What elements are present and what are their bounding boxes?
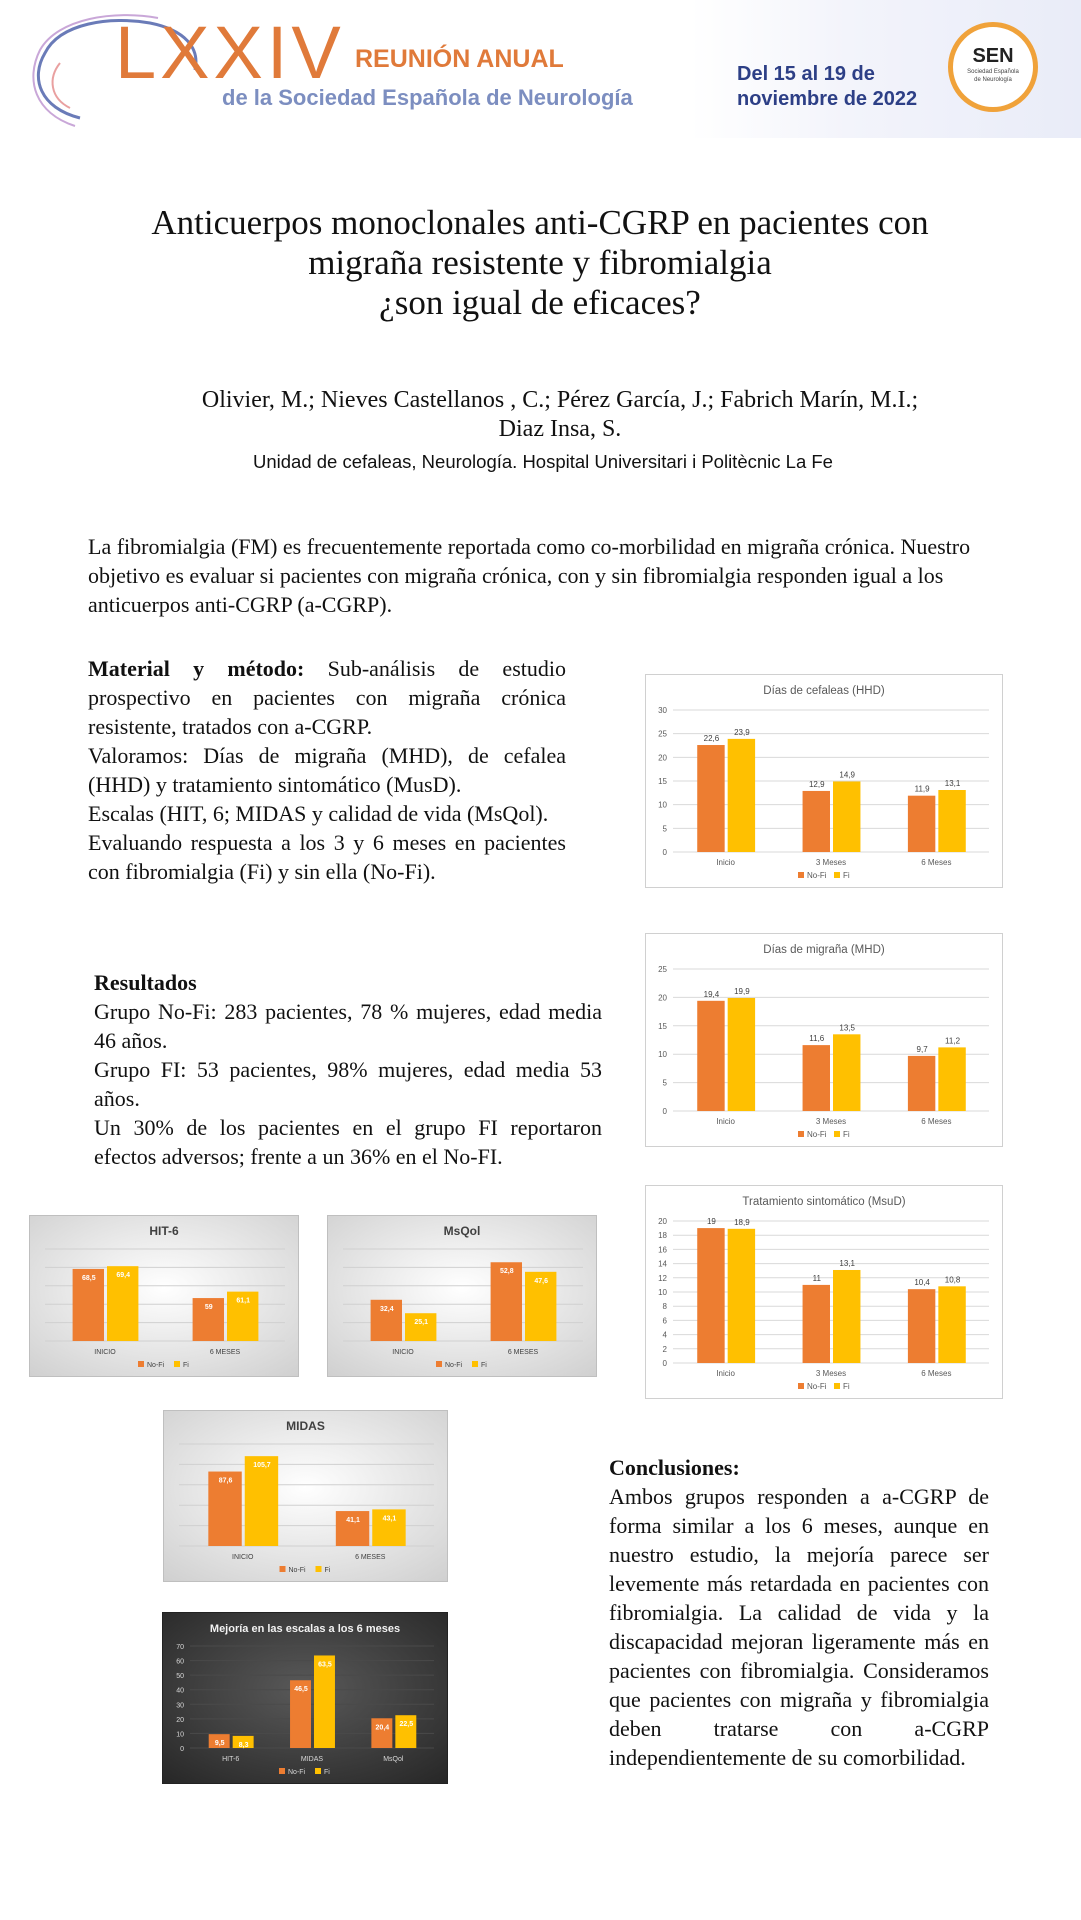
conference-banner <box>0 0 1081 138</box>
event-dates <box>737 62 917 112</box>
bar-fi-3 <box>938 1286 965 1363</box>
chart-mejoria <box>162 1612 448 1784</box>
data-label: 32,4 <box>379 1305 394 1313</box>
y-tick-label: 70 <box>176 1644 184 1651</box>
results-paragraph-1: Grupo No-Fi: 283 pacientes, 78 % mujeres, edad media 46 años. <box>94 999 602 1053</box>
y-tick-label: 14 <box>658 1259 667 1269</box>
data-label: 20,4 <box>375 1724 390 1732</box>
bar-no-fi-2 <box>803 791 830 852</box>
data-label: 25,1 <box>414 1319 429 1327</box>
conclusions-body: Ambos grupos responden a a-CGRP de forma similar a los 6 meses, aunque en nuestro estudio, la mejoría parece ser levemente más retardada en pacientes con fibromialgia. La calidad de vida y la discapacidad mejoran ligeramente más en pacientes con fibromialgia. Consideramos que pacientes con migraña y fibromialgia deben tratarse con a-CGRP independientemente de su comorbilidad. <box>609 1484 989 1770</box>
legend-label: No-Fi <box>807 871 827 880</box>
chart-title: Días de cefaleas (HHD) <box>763 685 885 697</box>
bar-fi-2 <box>833 781 860 852</box>
chart-svg-mhd <box>645 933 1003 1147</box>
legend-label: Fi <box>183 1362 189 1369</box>
y-tick-label: 0 <box>662 848 667 857</box>
title-line-3: ¿son igual de eficaces? <box>379 283 701 322</box>
chart-title: Días de migraña (MHD) <box>763 944 885 956</box>
legend-label: Fi <box>843 1130 850 1139</box>
y-tick-label: 0 <box>180 1746 184 1753</box>
legend-swatch <box>174 1361 180 1367</box>
event-name: REUNIÓN ANUAL <box>355 45 564 73</box>
title-line-1: Anticuerpos monoclonales anti-CGRP en pacientes con <box>151 203 929 242</box>
y-tick-label: 25 <box>658 965 667 974</box>
bar-no-fi-1 <box>697 1228 724 1363</box>
results-paragraph-2: Grupo FI: 53 pacientes, 98% mujeres, edad media 53 años. <box>94 1057 602 1111</box>
data-label: 68,5 <box>81 1274 96 1282</box>
legend-label: Fi <box>324 1769 330 1776</box>
legend-swatch <box>138 1361 144 1367</box>
data-label: 23,9 <box>734 727 750 737</box>
bar-no-fi-3 <box>908 796 935 852</box>
authors-line-2: Diaz Insa, S. <box>498 416 622 442</box>
y-tick-label: 2 <box>662 1344 667 1354</box>
society-name: de la Sociedad Española de Neurología <box>222 85 633 110</box>
chart-midas <box>163 1410 448 1582</box>
data-label: 13,1 <box>839 1258 856 1268</box>
data-label: 19,9 <box>734 986 750 996</box>
data-label: 105,7 <box>253 1462 271 1470</box>
legend-swatch <box>834 872 840 878</box>
y-tick-label: 50 <box>176 1673 184 1681</box>
data-label: 10,8 <box>944 1275 961 1285</box>
chart-svg-hit6 <box>29 1215 299 1377</box>
data-label: 13,1 <box>944 778 961 788</box>
chart-svg-midas <box>163 1410 448 1582</box>
data-label: 63,5 <box>318 1661 332 1669</box>
y-tick-label: 25 <box>658 729 667 739</box>
conclusions-section <box>609 1453 989 1772</box>
data-label: 9,7 <box>916 1044 928 1054</box>
y-tick-label: 5 <box>662 1078 667 1088</box>
chart-title: MsQol <box>443 1224 481 1238</box>
category-label: INICIO <box>232 1554 254 1561</box>
results-section <box>94 968 602 1171</box>
legend-label: No-Fi <box>147 1362 165 1369</box>
data-label: 87,6 <box>218 1477 233 1485</box>
y-tick-label: 20 <box>658 1217 667 1226</box>
data-label: 43,1 <box>382 1515 397 1523</box>
y-tick-label: 10 <box>658 800 667 810</box>
y-tick-label: 4 <box>662 1330 667 1340</box>
y-tick-label: 20 <box>176 1716 184 1724</box>
bar-fi-2 <box>833 1270 860 1363</box>
data-label: 52,8 <box>499 1268 514 1276</box>
category-label: Inicio <box>716 1369 736 1378</box>
bar-no-fi-3 <box>908 1289 935 1363</box>
category-label: 6 MESES <box>355 1554 386 1561</box>
data-label: 69,4 <box>116 1272 131 1280</box>
category-label: MsQol <box>383 1756 404 1763</box>
category-label: 6 MESES <box>507 1349 539 1356</box>
conclusions-heading: Conclusiones: <box>609 1455 740 1480</box>
chart-msqol <box>327 1215 597 1377</box>
bar-fi-2 <box>833 1034 860 1111</box>
bar-no-fi-2 <box>803 1285 830 1363</box>
results-heading: Resultados <box>94 970 197 995</box>
legend-swatch <box>436 1361 442 1367</box>
authors-line-1: Olivier, M.; Nieves Castellanos , C.; Pérez García, J.; Fabrich Marín, M.I.; <box>201 387 919 413</box>
chart-svg-hhd <box>645 674 1003 888</box>
methods-heading: Material y método: <box>88 656 305 681</box>
bar-fi-3 <box>395 1715 416 1748</box>
sen-logo-subtext-2: de Neurología <box>974 77 1012 83</box>
data-label: 8,3 <box>238 1741 249 1749</box>
bar-no-fi-1 <box>697 745 724 852</box>
category-label: MIDAS <box>300 1756 324 1763</box>
bar-fi-1 <box>405 1313 436 1341</box>
y-tick-label: 40 <box>176 1687 184 1695</box>
data-label: 19,4 <box>703 989 720 999</box>
chart-title: Tratamiento sintomático (MsuD) <box>742 1196 906 1208</box>
title-line-2: migraña resistente y fibromialgia <box>308 243 772 282</box>
y-tick-label: 10 <box>658 1288 667 1297</box>
legend-swatch <box>472 1361 478 1367</box>
y-tick-label: 16 <box>658 1245 667 1255</box>
bar-fi-1 <box>245 1456 278 1546</box>
methods-paragraph-3: Escalas (HIT, 6; MIDAS y calidad de vida (MsQol). <box>88 801 549 826</box>
bar-no-fi-3 <box>371 1718 392 1748</box>
data-label: 61,1 <box>236 1297 251 1305</box>
category-label: 6 MESES <box>209 1349 241 1356</box>
data-label: 18,9 <box>734 1217 750 1227</box>
category-label: HIT-6 <box>222 1756 240 1763</box>
legend-label: No-Fi <box>288 1769 306 1776</box>
data-label: 11,6 <box>809 1034 825 1044</box>
data-label: 11,9 <box>914 784 930 794</box>
y-tick-label: 15 <box>658 1021 667 1031</box>
legend-swatch <box>798 1131 804 1137</box>
category-label: 6 Meses <box>921 858 952 867</box>
legend-swatch <box>280 1566 286 1572</box>
dates-line-1: Del 15 al 19 de <box>737 63 875 85</box>
bar-no-fi-2 <box>803 1045 830 1111</box>
data-label: 19 <box>706 1217 716 1227</box>
sen-logo <box>948 22 1038 112</box>
bar-fi-2 <box>314 1655 335 1748</box>
data-label: 12,9 <box>808 779 825 789</box>
y-tick-label: 30 <box>658 706 667 715</box>
legend-swatch <box>316 1566 322 1572</box>
legend-swatch <box>315 1768 321 1774</box>
sen-logo-subtext-1: Sociedad Española <box>967 69 1019 75</box>
category-label: 3 Meses <box>815 1117 847 1126</box>
data-label: 9,5 <box>214 1740 225 1748</box>
data-label: 14,9 <box>839 770 856 780</box>
legend-swatch <box>798 872 804 878</box>
y-tick-label: 20 <box>658 753 667 763</box>
y-tick-label: 10 <box>658 1050 667 1060</box>
bar-no-fi-3 <box>908 1056 935 1111</box>
data-label: 46,5 <box>294 1686 308 1694</box>
chart-musd <box>645 1185 1003 1399</box>
category-label: Inicio <box>716 858 736 867</box>
data-label: 22,6 <box>703 734 720 744</box>
dates-line-2: noviembre de 2022 <box>737 88 918 110</box>
category-label: Inicio <box>716 1117 736 1126</box>
y-tick-label: 12 <box>658 1273 667 1283</box>
data-label: 22,5 <box>399 1721 414 1729</box>
methods-text-1: Sub-análisis de estudio prospectivo en pacientes con migraña crónica resistente, tratados con a-CGRP. <box>88 656 566 739</box>
data-label: 47,6 <box>534 1277 549 1285</box>
legend-swatch <box>834 1383 840 1389</box>
chart-svg-msqol <box>327 1215 597 1377</box>
chart-svg-mejoria <box>162 1612 448 1784</box>
y-tick-label: 60 <box>176 1658 184 1666</box>
category-label: INICIO <box>94 1349 116 1356</box>
methods-paragraph-4: Evaluando respuesta a los 3 y 6 meses en pacientes con fibromialgia (Fi) y sin ella (No-Fi). <box>88 830 566 884</box>
legend-swatch <box>834 1131 840 1137</box>
y-tick-label: 10 <box>176 1731 184 1739</box>
methods-paragraph-2: Valoramos: Días de migraña (MHD), de cefalea (HHD) y tratamiento sintomático (MusD). <box>88 743 566 797</box>
chart-title: Mejoría en las escalas a los 6 meses <box>209 1623 401 1635</box>
results-paragraph-3: Un 30% de los pacientes en el grupo FI reportaron efectos adversos; frente a un 36% en el No-FI. <box>94 1115 602 1169</box>
legend-label: No-Fi <box>807 1130 827 1139</box>
y-tick-label: 8 <box>662 1302 667 1312</box>
chart-svg-musd <box>645 1185 1003 1399</box>
chart-title: HIT-6 <box>149 1224 179 1238</box>
data-label: 59 <box>204 1304 213 1312</box>
category-label: 3 Meses <box>815 1369 847 1378</box>
legend-label: Fi <box>324 1567 331 1574</box>
y-tick-label: 5 <box>662 824 667 834</box>
data-label: 41,1 <box>346 1517 360 1525</box>
edition-number: LXXIV <box>115 11 345 94</box>
chart-background <box>164 1411 448 1582</box>
methods-section <box>88 654 566 886</box>
legend-swatch <box>798 1383 804 1389</box>
category-label: 3 Meses <box>815 858 847 867</box>
category-label: 6 Meses <box>921 1369 952 1378</box>
y-tick-label: 6 <box>662 1316 667 1326</box>
data-label: 13,5 <box>839 1023 856 1033</box>
y-tick-label: 30 <box>176 1702 184 1710</box>
authors <box>120 386 1000 444</box>
y-tick-label: 0 <box>662 1107 667 1116</box>
legend-swatch <box>279 1768 285 1774</box>
chart-hit6 <box>29 1215 299 1377</box>
legend-label: Fi <box>481 1362 487 1369</box>
legend-label: Fi <box>843 1382 850 1391</box>
chart-title: MIDAS <box>286 1419 325 1433</box>
data-label: 10,4 <box>914 1278 930 1288</box>
bar-fi-1 <box>728 998 755 1111</box>
category-label: INICIO <box>392 1349 414 1356</box>
bar-fi-3 <box>938 1047 965 1111</box>
bar-fi-1 <box>728 739 755 852</box>
bar-no-fi-1 <box>697 1001 724 1111</box>
affiliation: Unidad de cefaleas, Neurología. Hospital Universitari i Politècnic La Fe <box>253 451 833 472</box>
legend-label: No-Fi <box>807 1382 827 1391</box>
bar-fi-3 <box>938 790 965 852</box>
y-tick-label: 20 <box>658 993 667 1003</box>
data-label: 11,2 <box>945 1036 961 1046</box>
poster-title <box>100 203 980 323</box>
y-tick-label: 18 <box>658 1231 667 1241</box>
legend-label: No-Fi <box>445 1362 463 1369</box>
sen-logo-text: SEN <box>972 45 1014 67</box>
y-tick-label: 0 <box>662 1359 667 1368</box>
chart-mhd <box>645 933 1003 1147</box>
category-label: 6 Meses <box>921 1117 952 1126</box>
y-tick-label: 15 <box>658 777 667 786</box>
introduction: La fibromialgia (FM) es frecuentemente reportada como co-morbilidad en migraña crónica. Nuestro objetivo es evaluar si pacientes con migraña crónica, con y sin fibromialgia responden igual a los anticuerpos anti-CGRP (a-CGRP). <box>88 534 971 617</box>
bar-fi-1 <box>728 1229 755 1363</box>
data-label: 11 <box>812 1273 821 1283</box>
chart-hhd <box>645 674 1003 888</box>
legend-label: Fi <box>843 871 850 880</box>
legend-label: No-Fi <box>288 1567 306 1574</box>
methods-paragraph-1 <box>88 654 566 741</box>
